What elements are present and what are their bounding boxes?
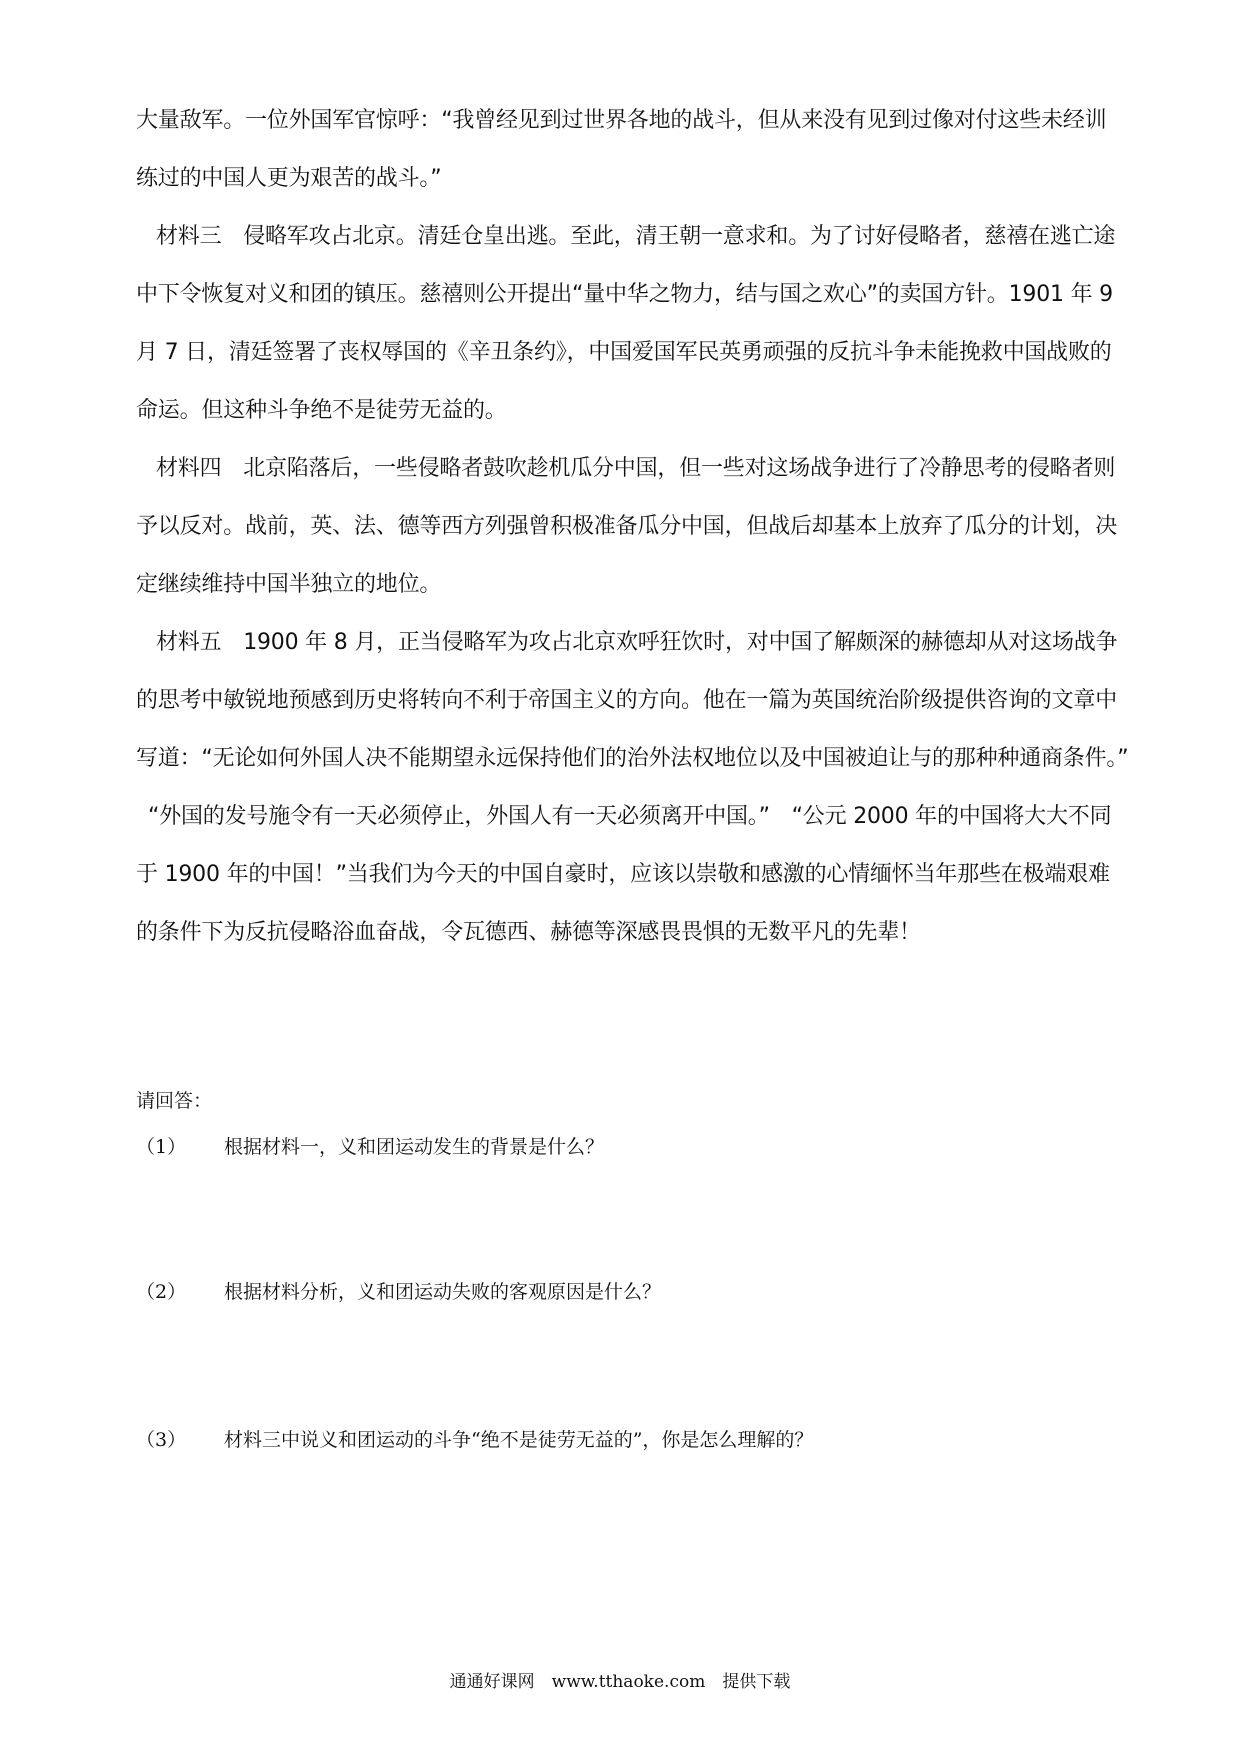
material-three-line: 中下令恢复对义和团的镇压。慈禧则公开提出“量中华之物力，结与国之欢心”的卖国方针。1901 年 9 [136, 282, 1113, 307]
material-five-line: 于 1900 年的中国！”当我们为今天的中国自豪时，应该以崇敬和感激的心情缅怀当年那些在极端艰难 [136, 862, 1110, 887]
material-five-line: 的条件下为反抗侵略浴血奋战，令瓦德西、赫德等深感畏畏惧的无数平凡的先辈！ [136, 920, 921, 945]
question-number: （1） [136, 1136, 187, 1158]
material-three-line: 月 7 日，清廷签署了丧权辱国的《辛丑条约》，中国爱国军民英勇顽强的反抗斗争未能挽救中国战败的 [136, 340, 1112, 365]
material-three-line: 命运。但这种斗争绝不是徒劳无益的。 [136, 398, 507, 423]
question-1 [136, 1133, 604, 1161]
question-text: 根据材料分析，义和团运动失败的客观原因是什么？ [224, 1281, 662, 1303]
material-four-line: 材料四 北京陷落后，一些侵略者鼓吹趁机瓜分中国，但一些对这场战争进行了冷静思考的侵略者则 [156, 456, 1116, 481]
question-number: （3） [136, 1429, 187, 1451]
question-text: 材料三中说义和团运动的斗争“绝不是徒劳无益的”，你是怎么理解的？ [224, 1429, 814, 1451]
question-2 [136, 1278, 661, 1306]
material-five-line: “外国的发号施令有一天必须停止，外国人有一天必须离开中国。” “公元 2000 年的中国将大大不同 [148, 804, 1112, 829]
question-3 [136, 1426, 813, 1454]
material-five-line: 写道：“无论如何外国人决不能期望永远保持他们的治外法权地位以及中国被迫让与的那种种通商条件。” [136, 746, 1129, 771]
question-text: 根据材料一，义和团运动发生的背景是什么？ [224, 1136, 605, 1158]
material-five-line: 材料五 1900 年 8 月，正当侵略军为攻占北京欢呼狂饮时，对中国了解颇深的赫德却从对这场战争 [156, 630, 1118, 655]
answer-prompt: 请回答： [136, 1090, 213, 1112]
question-number: （2） [136, 1281, 187, 1303]
material-four-line: 予以反对。战前，英、法、德等西方列强曾积极准备瓜分中国，但战后却基本上放弃了瓜分的计划，决 [136, 514, 1118, 539]
material-three-line: 材料三 侵略军攻占北京。清廷仓皇出逃。至此，清王朝一意求和。为了讨好侵略者，慈禧在逃亡途 [156, 224, 1116, 249]
material-five-line: 的思考中敏锐地预感到历史将转向不利于帝国主义的方向。他在一篇为英国统治阶级提供咨询的文章中 [136, 688, 1118, 713]
material-four-line: 定继续维持中国半独立的地位。 [136, 572, 442, 597]
paragraph-line: 大量敌军。一位外国军官惊呼：“我曾经见到过世界各地的战斗，但从来没有见到过像对付这些未经训 [136, 108, 1107, 133]
page-footer: 通通好课网 www.tthaoke.com 提供下载 [449, 1672, 791, 1692]
paragraph-line: 练过的中国人更为艰苦的战斗。” [136, 166, 442, 191]
